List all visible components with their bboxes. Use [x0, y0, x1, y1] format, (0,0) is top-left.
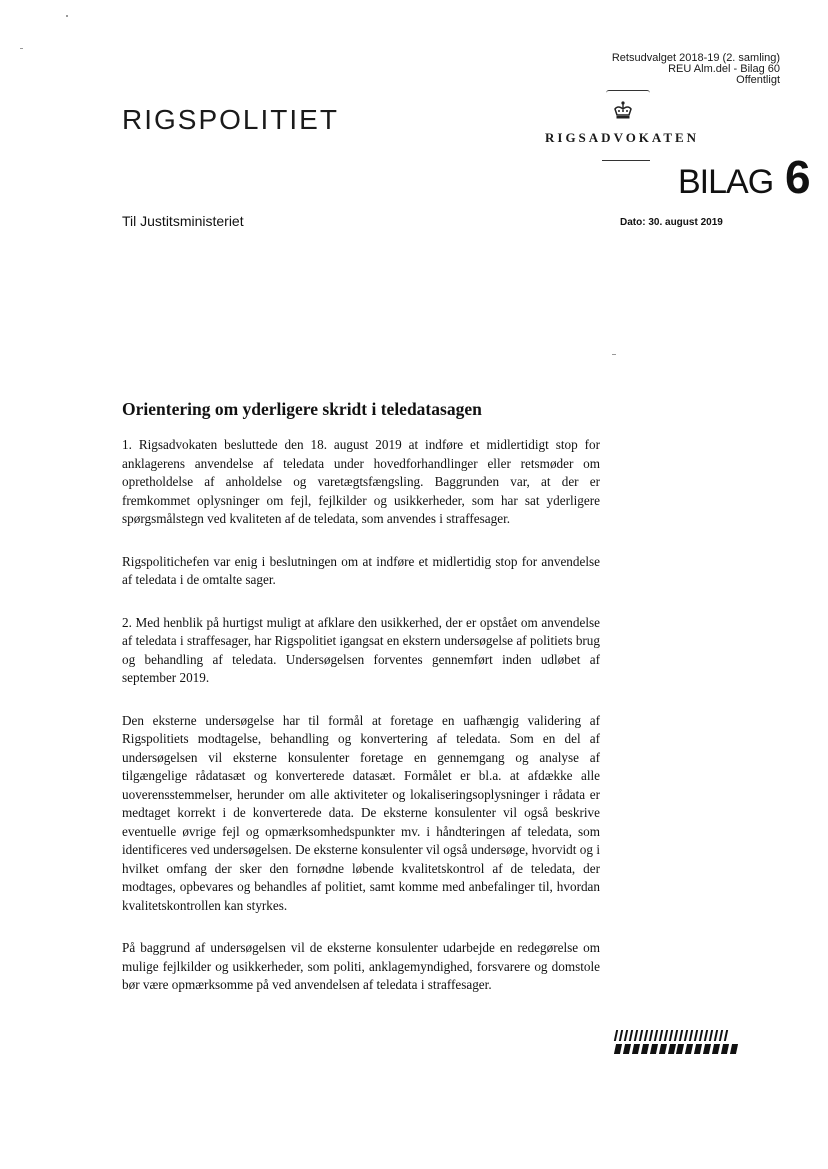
document-body — [122, 436, 600, 1019]
stamp-reference: REU Alm.del - Bilag 60 — [668, 63, 780, 75]
crest-divider-bottom — [602, 158, 650, 161]
paragraph-2: Rigspolitichefen var enig i beslutningen om at indføre et midlertidig stop for anvendelse af teledata i de omtalte sager. — [122, 553, 600, 587]
paragraph-5: På baggrund af undersøgelsen vil de eksterne konsulenter udarbejde en redegørelse om mulige fejlkilder og usikkerheder, som politi, anklagemyndighed, forsvarere og domstole bør være opmærksomme på ved anvendelsen af teledata i straffesager. — [122, 940, 600, 992]
stamp-committee: Retsudvalget 2018-19 (2. samling) — [611, 52, 780, 64]
crest-divider-top — [606, 90, 650, 93]
rigspolitiet-heading: RIGSPOLITIET — [122, 104, 339, 135]
document-date: Dato: 30. august 2019 — [620, 217, 723, 228]
scan-barcode — [615, 1030, 737, 1054]
bilag-stamp-label: BILAG — [678, 163, 774, 201]
document-title: Orientering om yderligere skridt i teledatasagen — [122, 399, 482, 419]
scan-speck — [66, 15, 68, 17]
paragraph-3: 2. Med henblik på hurtigst muligt at afklare den usikkerhed, der er opstået om anvendelse af teledata i straffesager, har Rigspolitiet igangsat en ekstern undersøgelse af politiets brug og behandling af teledata. Undersøgelsen forventes gennemført inden udløbet af september 2019. — [122, 614, 600, 685]
recipient-line: Til Justitsministeriet — [122, 213, 244, 229]
rigsadvokaten-heading: RIGSADVOKATEN — [545, 130, 700, 145]
bilag-stamp-number: 6 — [785, 151, 811, 203]
archive-stamp — [612, 53, 780, 86]
barcode-ticks — [615, 1030, 737, 1041]
paragraph-4: Den eksterne undersøgelse har til formål at foretage en uafhængig validering af Rigspolitiets modtagelse, behandling og konvertering af teledata. Som en del af undersøgelsen vil eksterne konsulenter foretage en gennemgang og analyse af tilgængelige rådatasæt og konverterede datasæt. Formålet er bl.a. at afdække alle uoverensstemmelser, herunder om alle aktiviteter og lokaliseringsoplysninger i rådata er medtaget korrekt i de konverterede data. De eksterne konsulenter vil også beskrive eventuelle øvrige fejl og opmærksomhedspunkter mv. i håndteringen af teledata, som identificeres ved undersøgelsen. De eksterne konsulenter vil også undersøge, hvorvidt og i hvilket omfang der sker den fornødne løbende kvalitetskontrol af de teledata, der modtages, opbevares og behandles af politiet, samt komme med anbefalinger til, hvordan kvalitetskontrollen kan styrkes. — [122, 712, 600, 913]
barcode-blocks — [615, 1044, 737, 1054]
scan-speck — [20, 48, 23, 49]
crown-icon — [612, 100, 634, 122]
scan-speck — [612, 354, 616, 355]
stamp-status: Offentligt — [736, 74, 780, 86]
paragraph-1: 1. Rigsadvokaten besluttede den 18. august 2019 at indføre et midlertidigt stop for anklagerens anvendelse af teledata under hovedforhandlinger eller retsmøder om opretholdelse af anholdelse og varetægtsfængsling. Baggrunden var, at der er fremkommet oplysninger om fejl, fejlkilder og usikkerheder, som har sat yderligere spørgsmålstegn ved kvaliteten af de teledata, som anvendes i straffesager. — [122, 437, 600, 526]
